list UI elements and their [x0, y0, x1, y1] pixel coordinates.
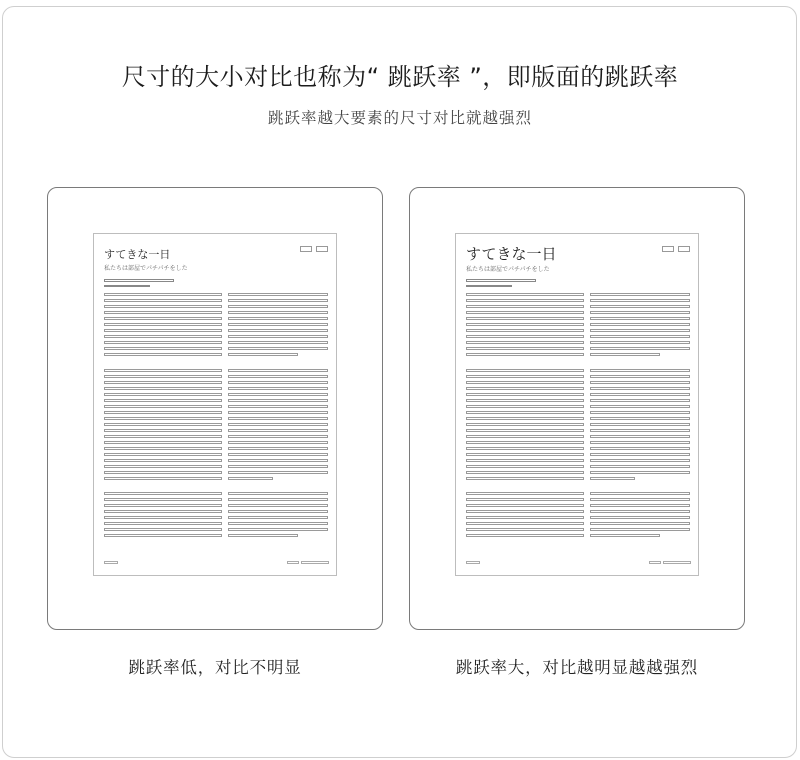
text-block: [104, 492, 222, 540]
text-block: [466, 369, 584, 483]
panel-high-jump-rate: [409, 187, 745, 630]
text-block: [466, 492, 584, 540]
footer-mark: [663, 561, 691, 564]
text-block: [590, 369, 690, 483]
text-block: [466, 293, 584, 359]
text-block: [228, 492, 328, 540]
caption-low-jump-rate: 跳跃率低，对比不明显: [128, 658, 302, 677]
doc-button-icon: [300, 246, 312, 252]
doc-button-icon: [316, 246, 328, 252]
caption-high-jump-rate: 跳跃率大，对比越明显越越强烈: [455, 658, 699, 677]
footer-mark: [649, 561, 661, 564]
heading-bar: [104, 285, 150, 287]
document-page: [455, 233, 699, 576]
footer-mark: [466, 561, 480, 564]
footer-mark: [287, 561, 299, 564]
footer-mark: [104, 561, 118, 564]
heading-bar: [466, 285, 512, 287]
document-subtitle: 私たちは部屋でパチパチをした: [466, 266, 550, 273]
text-block: [104, 369, 222, 483]
doc-button-icon: [678, 246, 690, 252]
heading-bar: [104, 279, 174, 282]
text-block: [590, 293, 690, 359]
panel-low-jump-rate: [47, 187, 383, 630]
page-title: 尺寸的大小对比也称为“ 跳跃率 ”，即版面的跳跃率: [121, 63, 679, 91]
document-title: すてきな一日: [466, 245, 557, 263]
text-block: [590, 492, 690, 540]
text-block: [228, 293, 328, 359]
document-page: [93, 233, 337, 576]
doc-button-icon: [662, 246, 674, 252]
document-subtitle: 私たちは部屋でパチパチをした: [104, 265, 188, 272]
text-block: [228, 369, 328, 483]
footer-mark: [301, 561, 329, 564]
page-subtitle: 跳跃率越大要素的尺寸对比就越强烈: [267, 109, 532, 127]
document-title: すてきな一日: [104, 248, 171, 261]
text-block: [104, 293, 222, 359]
heading-bar: [466, 279, 536, 282]
